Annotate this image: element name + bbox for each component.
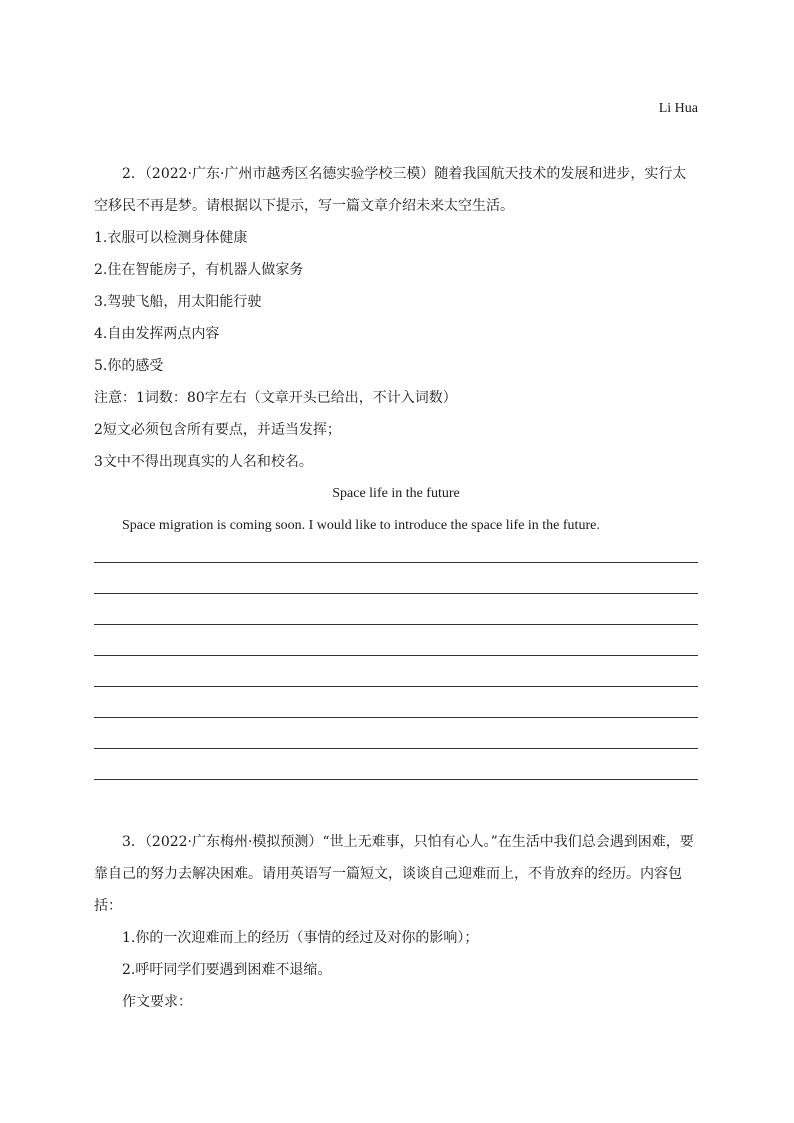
- question-3-stem: 3．（2022·广东梅州·模拟预测）“世上无难事，只怕有心人。”在生活中我们总会遇到困难，要靠自己的努力去解决困难。请用英语写一篇短文，谈谈自己迎难而上，不肯放弃的经历。内容包括：: [94, 834, 694, 914]
- point-1: 1.衣服可以检测身体健康: [94, 230, 248, 246]
- writing-line[interactable]: [94, 593, 698, 624]
- point-4: 4.自由发挥两点内容: [94, 326, 220, 342]
- point-5: 5.你的感受: [94, 358, 164, 374]
- q3-item-2: 2.呼吁同学们要遇到困难不退缩。: [122, 962, 332, 978]
- question-3: [94, 826, 698, 1018]
- note-1: 注意：1词数：80字左右（文章开头已给出，不计入词数）: [94, 390, 457, 406]
- note-2: 2短文必须包含所有要点，并适当发挥；: [94, 422, 341, 438]
- q3-requirements: 作文要求：: [122, 994, 192, 1010]
- writing-lines: [94, 562, 698, 810]
- writing-line[interactable]: [94, 779, 698, 810]
- writing-line[interactable]: [94, 717, 698, 748]
- essay-title: Space life in the future: [332, 486, 460, 501]
- point-3: 3.驾驶飞船，用太阳能行驶: [94, 294, 262, 310]
- writing-line[interactable]: [94, 562, 698, 593]
- point-2: 2.住在智能房子，有机器人做家务: [94, 262, 304, 278]
- writing-line[interactable]: [94, 686, 698, 717]
- writing-line[interactable]: [94, 624, 698, 655]
- q3-item-1: 1.你的一次迎难而上的经历（事情的经过及对你的影响）；: [122, 930, 479, 946]
- writing-line[interactable]: [94, 655, 698, 686]
- question-2: [94, 158, 698, 542]
- note-3: 3文中不得出现真实的人名和校名。: [94, 454, 313, 470]
- essay-opening: Space migration is coming soon. I would like to introduce the space life in the future.: [122, 518, 600, 533]
- question-2-stem: 2．（2022·广东·广州市越秀区名德实验学校三模）随着我国航天技术的发展和进步，实行太空移民不再是梦。请根据以下提示，写一篇文章介绍未来太空生活。: [94, 166, 687, 214]
- signature: Li Hua: [658, 101, 698, 116]
- writing-line[interactable]: [94, 748, 698, 779]
